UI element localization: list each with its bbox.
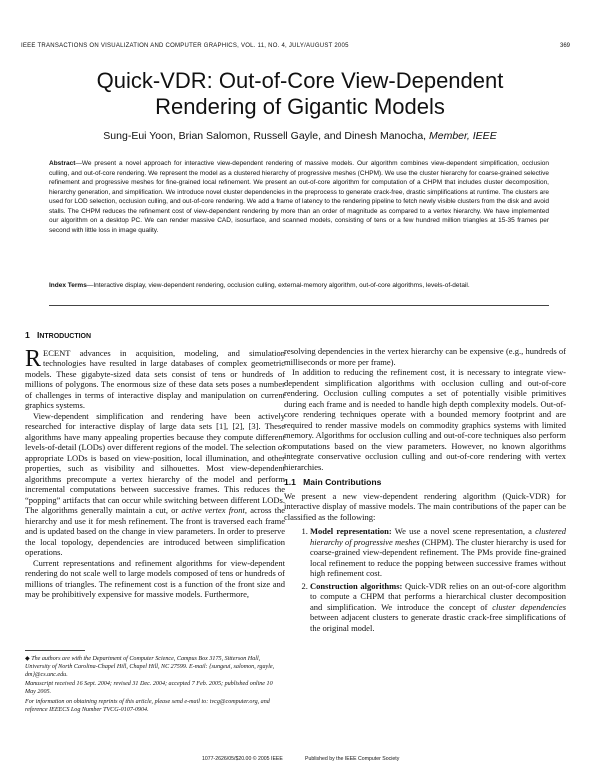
footnote-divider [25, 650, 85, 651]
title-line-2: Rendering of Gigantic Models [155, 94, 445, 119]
list-item-label: Model representation: [310, 526, 392, 536]
intro-paragraph-3: Current representations and refinement algorithms for view-dependent rendering do not scale well to large models composed of tens or hundreds of millions of triangles. The refinement cost is a function of the front size and may be prohibitively expensive for massive models. Furthermore, [25, 557, 285, 599]
section-number: 1 [25, 330, 30, 340]
intro-lead-word: ECENT [43, 347, 71, 358]
list-item-text: between adjacent clusters to generate drastic crack-free simplifications of the original model. [310, 612, 566, 633]
footnotes [25, 656, 283, 717]
section-title-initial: I [36, 330, 40, 340]
footnote-received [25, 681, 283, 697]
abstract-label: Abstract [49, 160, 76, 167]
subsection-heading-contributions [284, 477, 566, 488]
contributions-list [284, 526, 566, 633]
footnote-received-text: Manuscript received 16 Sept. 2004; revised 31 Dec. 2004; accepted 7 Feb. 2005; published online 10 May 2005. [25, 681, 273, 696]
index-terms [49, 281, 549, 291]
author-names: Sung-Eui Yoon, Brian Salomon, Russell Gayle, and Dinesh Manocha, [103, 130, 427, 142]
footnote-reprints-text: For information on obtaining reprints of this article, please send e-mail to: tvcg@computer.org, and reference IEEECS Log Number TVCG-0107-0904. [25, 698, 270, 713]
list-item-text: Quick-VDR relies on an out-of-core algorithm to compute a CHPM that performs a hierarchical cluster decomposition and simplification. We introduce the concept of [310, 580, 566, 612]
page-number: 369 [559, 43, 570, 49]
index-terms-text: —Interactive display, view-dependent rendering, occlusion culling, external-memory algorithm, out-of-core algorithms, levels-of-detail. [86, 282, 470, 289]
intro-p2-text-a: View-dependent simplification and rendering have been actively researched for interactive display of large data sets [1], [2], [3]. These algorithms have many appealing properties because they compute different levels-of-detail (LODs) over different regions of the model. The selection of appropriate LODs is based on view-position, local illumination, and other properties, such as visibility and silhouettes. Most view-dependent algorithms precompute a vertex hierarchy of the model and perform incremental computations between successive frames. This reduces the “popping” artifacts that can occur while switching between different LODs. The algorithms generally maintain a cut, or [25, 410, 285, 515]
left-column [25, 330, 285, 600]
list-item [310, 526, 566, 579]
intro-paragraph-4: resolving dependencies in the vertex hierarchy can be expensive (e.g., hundreds of milliseconds or more per frame). [284, 346, 566, 367]
header-divider [49, 305, 549, 306]
footnote-reprints [25, 699, 283, 715]
footer-issn: 1077-2626/05/$20.00 © 2005 IEEE [202, 756, 283, 762]
section-title-rest: NTRODUCTION [39, 333, 92, 340]
drop-cap: R [25, 345, 42, 372]
abstract [49, 159, 549, 235]
author-membership: Member, IEEE [429, 130, 497, 142]
contributions-intro: We present a new view-dependent rendering algorithm (Quick-VDR) for interactive display of massive models. The main contributions of the paper can be classified as the following: [284, 490, 566, 522]
list-item-emphasis: clustered hierarchy of progressive meshes [310, 526, 566, 547]
title-line-1: Quick-VDR: Out-of-Core View-Dependent [96, 68, 504, 93]
paper-title [0, 68, 600, 120]
section-heading-introduction [25, 330, 285, 343]
abstract-text: —We present a novel approach for interactive view-dependent rendering of massive models. Our algorithm combines view-dependent simplification, occlusion culling, and out-of-core rendering. We represent the model as a clustered hierarchy of progressive meshes (CHPM). We use the cluster hierarchy for coarse-grained selective refinement and progressive meshes for fine-grained local refinement. We present an out-of-core algorithm for computation of a CHPM that includes cluster decomposition, hierarchy generation, and simplification. We introduce novel cluster dependencies in the preprocess to generate crack-free, drastic simplifications at runtime. The clusters are used for LOD selection, occlusion culling, and out-of-core rendering. We add a frame of latency to the rendering pipeline to fetch newly visible clusters from the disk and avoid stalls. The CHPM reduces the refinement cost of view-dependent rendering by more than an order of magnitude as compared to a vertex hierarchy. We have implemented our algorithm on a desktop PC. We can render massive CAD, isosurface, and scanned models, consisting of tens or a few hundred million triangles at 15-35 frames per second with little loss in image quality. [49, 160, 549, 234]
intro-paragraph-5: In addition to reducing the refinement cost, it is necessary to integrate view-dependent simplification algorithms with occlusion culling and out-of-core rendering. Occlusion culling computes a set of potentially visible primitives during each frame and is needed to handle high depth complexity models. Out-of-core rendering techniques operate with a bounded memory footprint and are required to render massive models on commodity graphics systems with limited memory. Algorithms for occlusion culling and out-of-core techniques also perform computations based on the view parameters. However, no known algorithms integrate conservative occlusion culling and out-of-core rendering with vertex hierarchies. [284, 367, 566, 472]
intro-p1-text: advances in acquisition, modeling, and simulation technologies have resulted in large databases of complex geometric models. These gigabyte-sized data sets consist of tens or hundreds of millions of polygons. The enormous size of these data sets poses a number of challenges in terms of interactive display and manipulation on current graphics systems. [25, 347, 285, 410]
list-item-emphasis: cluster dependencies [492, 601, 566, 612]
index-terms-label: Index Terms [49, 282, 87, 289]
bullet-icon: ◆ [25, 656, 32, 662]
intro-paragraph-1 [25, 345, 285, 411]
list-item [310, 581, 566, 634]
subsection-title: Main Contributions [303, 477, 382, 487]
author-list [0, 130, 600, 142]
subsection-number: 1.1 [284, 477, 296, 487]
right-column [284, 346, 566, 635]
journal-header: IEEE TRANSACTIONS ON VISUALIZATION AND COMPUTER GRAPHICS, VOL. 11, NO. 4, JULY/AUGUST 2005 [21, 43, 349, 49]
list-item-label: Construction algorithms: [310, 580, 403, 591]
intro-p2-text-b: , across the hierarchy and use it for mesh refinement. The front is traversed each frame and is updated based on the change in view parameters. In order to preserve the local topology, dependencies are introduced between simplification operations. [25, 505, 285, 557]
list-item-text: We use a novel scene representation, a [391, 526, 536, 536]
list-item-text: (CHPM). The cluster hierarchy is used for coarse-grained view-dependent refinement. The PMs provide fine-grained local refinement to reduce the popping between successive frames without high refinement cost. [310, 536, 566, 578]
footnote-authors-text: The authors are with the Department of Computer Science, Campus Box 3175, Sitterson Hall, University of North Carolina-Chapel Hill, Chapel Hill, NC 27599. E-mail: {sungeui, salomon, rgayle, dm}@cs.unc.edu. [25, 656, 275, 678]
intro-p2-emphasis: active vertex front [181, 505, 245, 515]
footnote-authors [25, 656, 283, 679]
intro-paragraph-2 [25, 411, 285, 558]
footer-publisher: Published by the IEEE Computer Society [305, 756, 400, 762]
